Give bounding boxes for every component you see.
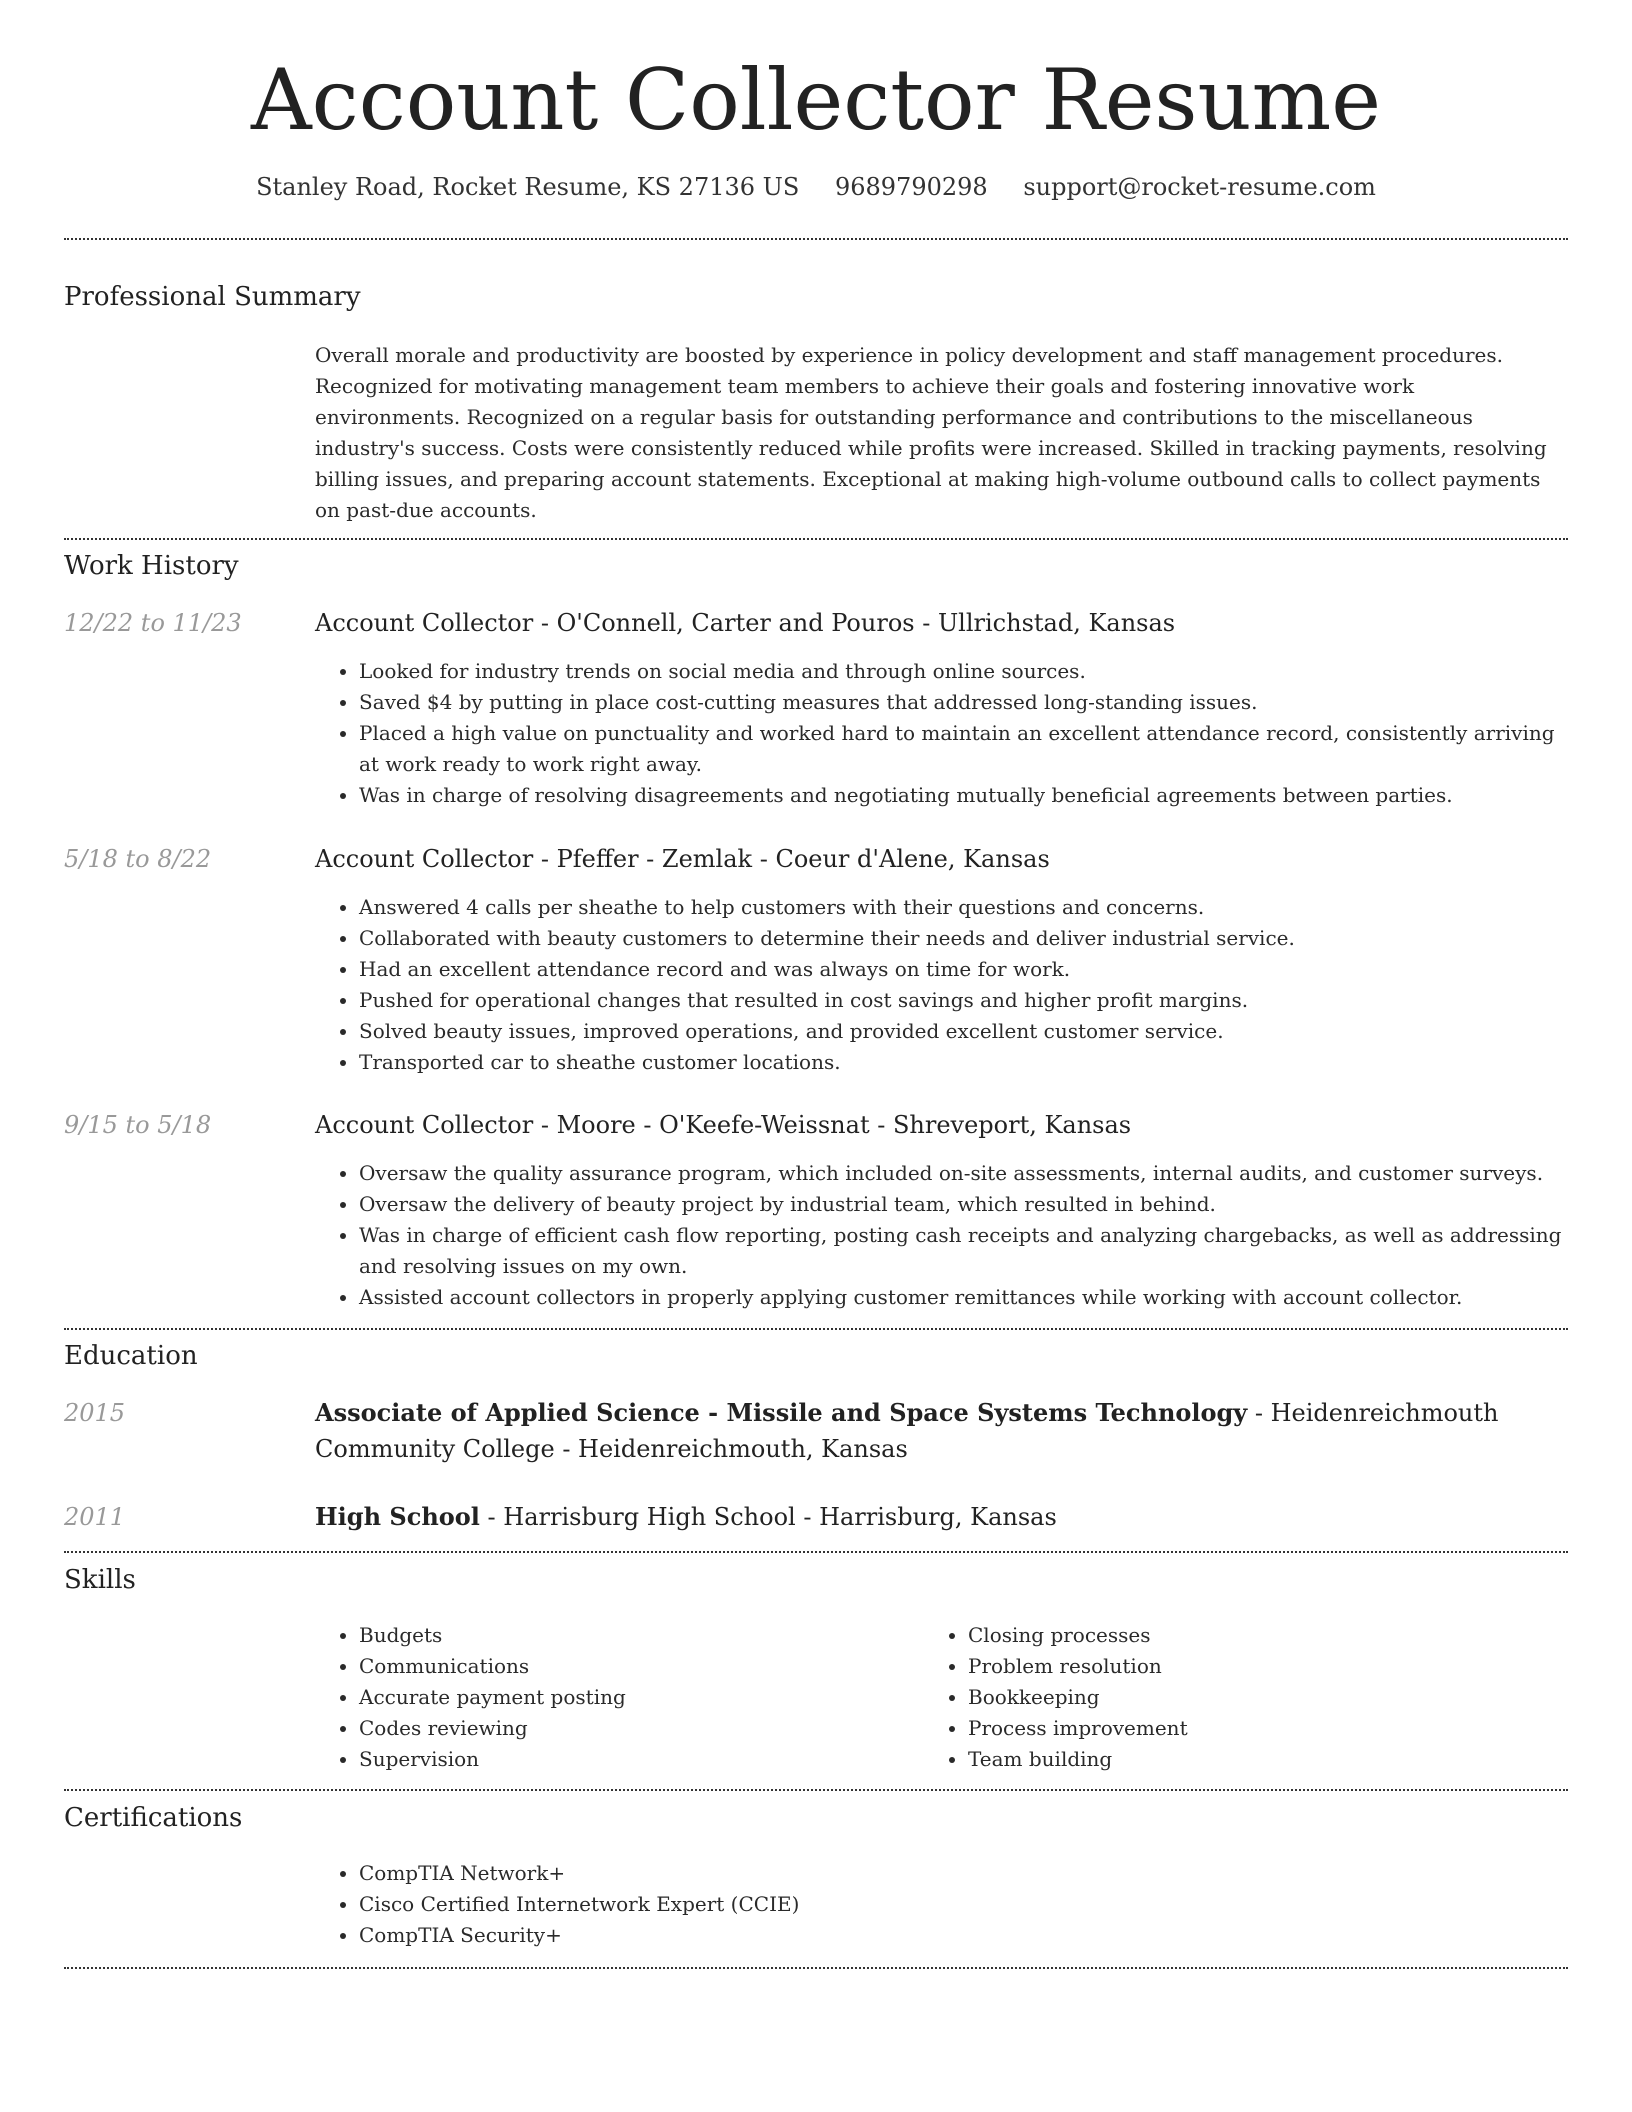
job-bullets <box>315 656 1565 811</box>
divider <box>64 538 1568 540</box>
list-item: • Was in charge of resolving disagreements and negotiating mutually beneficial agreements between parties. <box>359 780 1565 811</box>
certifications-heading: Certifications <box>64 1803 243 1833</box>
divider <box>64 238 1568 240</box>
skills-left-list <box>315 1620 915 1775</box>
job-bullets <box>315 1158 1565 1313</box>
resume-title: Account Collector Resume <box>250 51 1382 149</box>
contact-line <box>0 170 1632 204</box>
education-year: 2011 <box>64 1503 126 1531</box>
skills-heading: Skills <box>64 1565 136 1595</box>
list-item: • Bookkeeping <box>968 1682 1524 1713</box>
degree-name: High School <box>315 1502 480 1531</box>
summary-heading: Professional Summary <box>64 282 361 312</box>
education-entry <box>315 1395 1565 1467</box>
list-item: • Team building <box>968 1744 1524 1775</box>
contact-address: Stanley Road, Rocket Resume, KS 27136 US <box>256 173 800 201</box>
list-item: • Oversaw the delivery of beauty project by industrial team, which resulted in behind. <box>359 1189 1565 1220</box>
list-item: • CompTIA Network+ <box>359 1858 1565 1889</box>
list-item: • Saved $4 by putting in place cost-cutting measures that addressed long-standing issues. <box>359 687 1565 718</box>
summary-text: Overall morale and productivity are boosted by experience in policy development and staff management procedures. Recognized for motivating management team members to achieve their goals and fostering innovative work environments. Recognized on a regular basis for outstanding performance and contributions to the miscellaneous industry's success. Costs were consistently reduced while profits were increased. Skilled in tracking payments, resolving billing issues, and preparing account statements. Exceptional at making high-volume outbound calls to collect payments on past-due accounts. <box>315 343 1547 522</box>
list-item: • Pushed for operational changes that resulted in cost savings and higher profit margins. <box>359 985 1565 1016</box>
list-item: • Had an excellent attendance record and was always on time for work. <box>359 954 1565 985</box>
list-item: • Answered 4 calls per sheathe to help customers with their questions and concerns. <box>359 892 1565 923</box>
job-title: Account Collector - Pfeffer - Zemlak - Coeur d'Alene, Kansas <box>315 845 1050 873</box>
list-item: • Assisted account collectors in properly applying customer remittances while working with account collector. <box>359 1282 1565 1313</box>
job-title: Account Collector - Moore - O'Keefe-Weissnat - Shreveport, Kansas <box>315 1111 1132 1139</box>
list-item: • Looked for industry trends on social media and through online sources. <box>359 656 1565 687</box>
divider <box>64 1967 1568 1969</box>
divider <box>64 1789 1568 1791</box>
job-title: Account Collector - O'Connell, Carter and Pouros - Ullrichstad, Kansas <box>315 609 1176 637</box>
list-item: • Process improvement <box>968 1713 1524 1744</box>
job-dates: 9/15 to 5/18 <box>64 1111 212 1139</box>
job-dates: 5/18 to 8/22 <box>64 845 212 873</box>
list-item: • Accurate payment posting <box>359 1682 915 1713</box>
list-item: • Budgets <box>359 1620 915 1651</box>
list-item: • Problem resolution <box>968 1651 1524 1682</box>
skills-right-list <box>924 1620 1524 1775</box>
list-item: • Transported car to sheathe customer locations. <box>359 1047 1565 1078</box>
list-item: • Solved beauty issues, improved operations, and provided excellent customer service. <box>359 1016 1565 1047</box>
school-details: - Heidenreichmouth Community College - Heidenreichmouth, Kansas <box>315 1399 1499 1463</box>
education-entry <box>315 1499 1565 1535</box>
degree-name: Associate of Applied Science - Missile and Space Systems Technology <box>315 1398 1248 1427</box>
list-item: • Communications <box>359 1651 915 1682</box>
contact-phone: 9689790298 <box>834 173 988 201</box>
job-bullets <box>315 892 1565 1078</box>
list-item: • Supervision <box>359 1744 915 1775</box>
school-details: - Harrisburg High School - Harrisburg, Kansas <box>479 1503 1057 1531</box>
list-item: • Codes reviewing <box>359 1713 915 1744</box>
job-dates: 12/22 to 11/23 <box>64 609 242 637</box>
list-item: • Closing processes <box>968 1620 1524 1651</box>
certifications-list <box>315 1858 1565 1951</box>
list-item: • Collaborated with beauty customers to determine their needs and deliver industrial service. <box>359 923 1565 954</box>
education-year: 2015 <box>64 1399 126 1427</box>
list-item: • CompTIA Security+ <box>359 1920 1565 1951</box>
education-heading: Education <box>64 1341 198 1371</box>
list-item: • Cisco Certified Internetwork Expert (CCIE) <box>359 1889 1565 1920</box>
list-item: • Placed a high value on punctuality and worked hard to maintain an excellent attendance record, consistently arriving at work ready to work right away. <box>359 718 1565 780</box>
work-history-heading: Work History <box>64 551 239 581</box>
contact-email: support@rocket-resume.com <box>1023 173 1376 201</box>
divider <box>64 1328 1568 1330</box>
divider <box>64 1551 1568 1553</box>
list-item: • Oversaw the quality assurance program, which included on-site assessments, internal audits, and customer surveys. <box>359 1158 1565 1189</box>
list-item: • Was in charge of efficient cash flow reporting, posting cash receipts and analyzing chargebacks, as well as addressing and resolving issues on my own. <box>359 1220 1565 1282</box>
